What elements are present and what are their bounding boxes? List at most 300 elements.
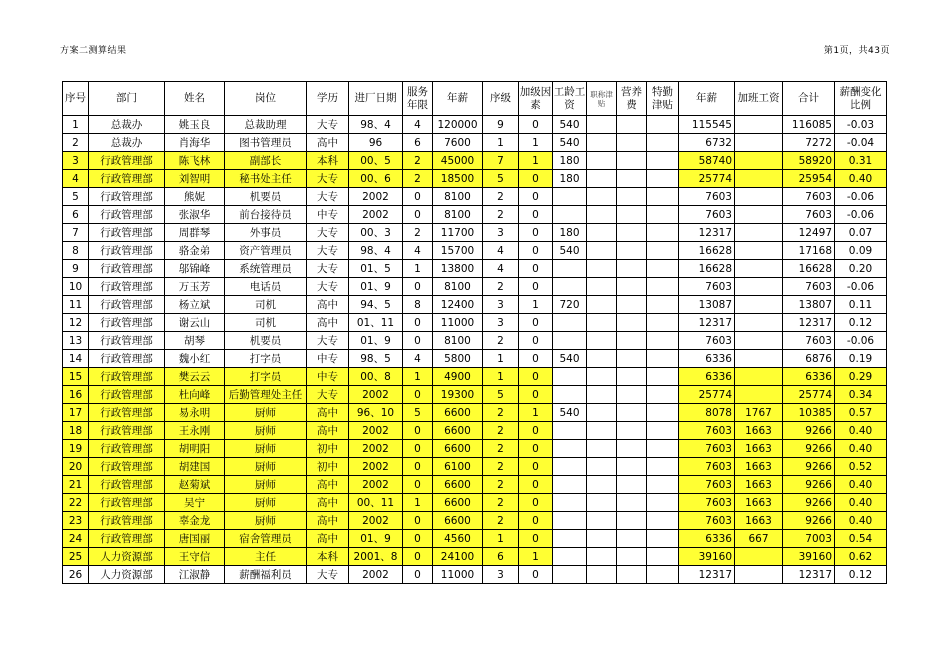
table-cell: 0 [403,206,433,224]
table-cell: 0 [519,260,553,278]
table-cell [553,386,587,404]
col-header-title-allowance: 职称津贴 [587,82,617,116]
table-cell: -0.06 [835,188,887,206]
table-cell: 0 [519,494,553,512]
table-cell: 王守信 [165,548,225,566]
table-row [63,404,887,422]
table-cell [587,152,617,170]
table-cell [735,224,783,242]
table-row [63,422,887,440]
table-row [63,134,887,152]
table-cell: 180 [553,170,587,188]
table-cell: 后勤管理处主任 [225,386,307,404]
table-cell: 骆金弟 [165,242,225,260]
table-cell [617,314,647,332]
table-cell [587,386,617,404]
table-cell: 大专 [307,260,349,278]
table-cell [553,566,587,584]
report-title: 方案二测算结果 [60,46,127,56]
table-cell [647,440,679,458]
table-cell [617,152,647,170]
table-cell: 0.57 [835,404,887,422]
table-cell [735,260,783,278]
table-cell: 16628 [679,260,735,278]
table-cell: 厨师 [225,512,307,530]
table-cell: 万玉芳 [165,278,225,296]
table-cell: 2 [483,440,519,458]
table-cell: 6732 [679,134,735,152]
col-header-join-date: 进厂日期 [349,82,403,116]
table-cell: 19 [63,440,89,458]
table-cell [553,368,587,386]
table-cell: 00、11 [349,494,403,512]
table-row [63,494,887,512]
table-cell: 2 [403,152,433,170]
table-cell: 副部长 [225,152,307,170]
table-cell [617,296,647,314]
table-cell [587,296,617,314]
table-cell: 行政管理部 [89,224,165,242]
table-cell: 7003 [783,530,835,548]
table-cell: 0.54 [835,530,887,548]
table-cell: 1663 [735,512,783,530]
table-cell: 行政管理部 [89,458,165,476]
table-cell: 6336 [679,530,735,548]
table-cell: 初中 [307,440,349,458]
table-cell: 0 [403,512,433,530]
table-cell: -0.06 [835,332,887,350]
table-cell: 7272 [783,134,835,152]
table-cell: 4 [403,242,433,260]
table-cell: 大专 [307,188,349,206]
table-row [63,512,887,530]
table-cell: 4560 [433,530,483,548]
table-cell: 540 [553,404,587,422]
col-header-special-allowance: 特勤津贴 [647,82,679,116]
table-row [63,476,887,494]
table-cell: 120000 [433,116,483,134]
table-cell: 9 [63,260,89,278]
table-cell: 25774 [679,386,735,404]
table-cell: 辜金龙 [165,512,225,530]
table-cell: 4 [403,116,433,134]
col-header-annual-salary: 年薪 [433,82,483,116]
table-cell [553,494,587,512]
table-cell: 10385 [783,404,835,422]
table-cell [735,548,783,566]
table-cell [587,458,617,476]
table-cell: 7603 [679,458,735,476]
table-cell [647,386,679,404]
table-cell: 9266 [783,476,835,494]
table-cell: 行政管理部 [89,386,165,404]
table-cell: 7603 [679,440,735,458]
table-cell [587,512,617,530]
table-cell: 机要员 [225,188,307,206]
table-cell: 7603 [679,494,735,512]
col-header-new-annual-salary: 年薪 [679,82,735,116]
table-cell: 0.52 [835,458,887,476]
table-cell: 16 [63,386,89,404]
page-indicator: 第1页，共43页 [823,46,890,56]
table-cell [647,566,679,584]
table-cell [647,314,679,332]
table-cell: 中专 [307,368,349,386]
table-cell: 94、5 [349,296,403,314]
table-cell: 4 [403,350,433,368]
table-cell [587,332,617,350]
table-cell [553,440,587,458]
table-cell [617,404,647,422]
table-cell: 总裁办 [89,116,165,134]
table-cell: 9266 [783,440,835,458]
table-cell [735,170,783,188]
table-cell: 16628 [679,242,735,260]
table-cell: 7603 [679,188,735,206]
table-cell [735,566,783,584]
table-cell: 吴宁 [165,494,225,512]
table-cell [587,530,617,548]
table-cell: 2002 [349,566,403,584]
table-cell [587,206,617,224]
table-cell [617,332,647,350]
table-cell: 7603 [679,422,735,440]
table-row [63,260,887,278]
table-cell: 行政管理部 [89,530,165,548]
table-cell: 7600 [433,134,483,152]
table-cell: 0 [403,332,433,350]
table-cell: 0.34 [835,386,887,404]
table-cell: 总裁办 [89,134,165,152]
table-cell: 樊云云 [165,368,225,386]
table-row [63,548,887,566]
table-cell: 外事员 [225,224,307,242]
table-cell: 赵菊斌 [165,476,225,494]
table-cell: 王永刚 [165,422,225,440]
table-cell: 2 [483,278,519,296]
table-cell: 2002 [349,512,403,530]
table-cell: 大专 [307,332,349,350]
table-cell: 1663 [735,440,783,458]
table-cell: 25774 [783,386,835,404]
table-cell [647,350,679,368]
table-cell: 0.40 [835,170,887,188]
table-cell: 13 [63,332,89,350]
table-cell [587,404,617,422]
col-header-grade: 序级 [483,82,519,116]
table-cell: 刘智明 [165,170,225,188]
table-cell: 0 [403,440,433,458]
table-cell [617,566,647,584]
table-cell: 厨师 [225,476,307,494]
table-cell [647,494,679,512]
table-cell: 6600 [433,512,483,530]
table-cell: 行政管理部 [89,242,165,260]
table-cell: 人力资源部 [89,566,165,584]
table-cell: 1 [519,152,553,170]
table-cell: 96 [349,134,403,152]
table-cell [587,116,617,134]
table-cell [647,278,679,296]
table-cell [735,368,783,386]
table-cell [735,242,783,260]
table-cell [647,296,679,314]
table-cell [587,260,617,278]
table-cell: 98、5 [349,350,403,368]
table-cell: 7603 [679,476,735,494]
col-header-index: 序号 [63,82,89,116]
table-cell: 12497 [783,224,835,242]
table-cell: 行政管理部 [89,404,165,422]
table-row [63,458,887,476]
table-cell: 图书管理员 [225,134,307,152]
table-cell: 5 [483,170,519,188]
table-cell: 2002 [349,476,403,494]
table-cell: 6600 [433,476,483,494]
table-cell: 7 [63,224,89,242]
table-cell: 18 [63,422,89,440]
table-cell: 1767 [735,404,783,422]
table-cell: 2 [483,206,519,224]
table-cell [587,188,617,206]
table-cell: 0 [519,242,553,260]
table-cell: 0 [403,476,433,494]
table-cell: 0 [519,386,553,404]
col-header-education: 学历 [307,82,349,116]
table-cell: 20 [63,458,89,476]
table-cell: 邬锦峰 [165,260,225,278]
table-cell [553,260,587,278]
table-cell: 0.11 [835,296,887,314]
table-cell: 0 [403,458,433,476]
table-row [63,206,887,224]
table-cell: 115545 [679,116,735,134]
table-cell: 45000 [433,152,483,170]
table-cell: 张淑华 [165,206,225,224]
table-cell: 6600 [433,494,483,512]
table-cell [553,188,587,206]
table-cell: 5800 [433,350,483,368]
table-cell: 3 [483,224,519,242]
table-cell [735,386,783,404]
table-cell [587,224,617,242]
table-cell: 0 [403,314,433,332]
table-cell: 8100 [433,206,483,224]
col-header-name: 姓名 [165,82,225,116]
table-cell: 0 [519,206,553,224]
table-cell [617,440,647,458]
table-cell: 8100 [433,188,483,206]
table-cell [553,206,587,224]
table-cell: 行政管理部 [89,368,165,386]
table-cell: 6336 [679,350,735,368]
table-cell: 总裁助理 [225,116,307,134]
table-cell: 0 [519,116,553,134]
table-cell: 唐国丽 [165,530,225,548]
col-header-total: 合计 [783,82,835,116]
table-row [63,152,887,170]
table-cell [587,242,617,260]
table-cell: 高中 [307,422,349,440]
table-cell: 2002 [349,188,403,206]
table-cell: 0 [403,566,433,584]
table-cell [617,242,647,260]
table-cell: 1663 [735,458,783,476]
table-cell: 23 [63,512,89,530]
table-cell: 行政管理部 [89,170,165,188]
table-row [63,368,887,386]
table-cell [553,548,587,566]
table-cell: 0.40 [835,476,887,494]
table-cell [617,512,647,530]
table-cell: 11000 [433,314,483,332]
col-header-overtime: 加班工资 [735,82,783,116]
table-cell: 1 [63,116,89,134]
table-cell: 大专 [307,278,349,296]
table-cell [735,188,783,206]
table-row [63,224,887,242]
table-cell: 厨师 [225,422,307,440]
table-cell: 肖海华 [165,134,225,152]
col-header-seniority-pay: 工龄工资 [553,82,587,116]
table-cell [735,296,783,314]
table-cell: 周群琴 [165,224,225,242]
table-cell: 1 [403,494,433,512]
table-cell [647,548,679,566]
table-cell: 15 [63,368,89,386]
table-cell: 前台接待员 [225,206,307,224]
table-cell [617,134,647,152]
table-cell: 行政管理部 [89,206,165,224]
table-cell: 0 [403,188,433,206]
table-cell: 2002 [349,458,403,476]
table-cell: 15700 [433,242,483,260]
table-cell [647,368,679,386]
table-cell: 17168 [783,242,835,260]
table-cell: 58740 [679,152,735,170]
table-cell [617,494,647,512]
table-cell: 行政管理部 [89,296,165,314]
table-cell: 5 [403,404,433,422]
table-row [63,242,887,260]
table-cell [647,530,679,548]
table-cell [617,260,647,278]
table-cell: 行政管理部 [89,188,165,206]
table-cell [587,350,617,368]
table-cell: 人力资源部 [89,548,165,566]
table-cell: 14 [63,350,89,368]
table-cell: 0 [403,530,433,548]
table-cell: 01、9 [349,332,403,350]
table-cell: 22 [63,494,89,512]
table-cell: 0.19 [835,350,887,368]
table-row [63,296,887,314]
table-cell [587,368,617,386]
table-cell: 8078 [679,404,735,422]
table-cell: 大专 [307,242,349,260]
table-cell: 6336 [679,368,735,386]
table-cell: 7603 [679,206,735,224]
table-cell [587,314,617,332]
table-cell: 9266 [783,458,835,476]
table-cell [553,476,587,494]
table-cell [587,134,617,152]
table-cell: 9266 [783,512,835,530]
table-cell: 0 [519,566,553,584]
table-cell [587,422,617,440]
table-cell: 0.09 [835,242,887,260]
table-cell: 0 [519,278,553,296]
table-cell [647,260,679,278]
table-cell: 行政管理部 [89,350,165,368]
table-cell: 行政管理部 [89,332,165,350]
table-cell: 3 [483,566,519,584]
table-cell: 厨师 [225,494,307,512]
table-cell: 01、11 [349,314,403,332]
table-row [63,530,887,548]
table-cell: 3 [483,296,519,314]
table-cell [647,170,679,188]
table-cell [587,494,617,512]
table-cell: 6600 [433,422,483,440]
table-cell: 3 [483,314,519,332]
table-cell: 13800 [433,260,483,278]
table-cell: 高中 [307,404,349,422]
table-cell: 01、9 [349,530,403,548]
table-cell: 2001、8 [349,548,403,566]
table-cell: 电话员 [225,278,307,296]
table-cell: 2 [403,224,433,242]
table-cell [647,224,679,242]
table-cell [617,368,647,386]
table-cell: 0 [519,458,553,476]
table-cell: 12317 [679,314,735,332]
table-cell: 2 [483,476,519,494]
table-cell: 大专 [307,386,349,404]
table-cell [617,458,647,476]
table-cell: 0.31 [835,152,887,170]
table-cell: 0 [519,368,553,386]
table-cell: 1 [483,350,519,368]
table-cell: 高中 [307,296,349,314]
table-cell: 本科 [307,548,349,566]
table-cell: 19300 [433,386,483,404]
table-cell: 12317 [783,566,835,584]
table-cell [617,206,647,224]
table-cell: 中专 [307,350,349,368]
table-cell: 厨师 [225,458,307,476]
table-cell: 4900 [433,368,483,386]
table-cell [735,134,783,152]
table-cell [735,206,783,224]
table-cell [553,530,587,548]
col-header-position: 岗位 [225,82,307,116]
table-cell: 杨立斌 [165,296,225,314]
table-cell: 1 [403,368,433,386]
table-cell: 7 [483,152,519,170]
col-header-nutrition: 营养费 [617,82,647,116]
table-cell: 1 [519,548,553,566]
table-cell [617,278,647,296]
table-cell: 98、4 [349,116,403,134]
table-cell: 96、10 [349,404,403,422]
table-cell: 大专 [307,170,349,188]
table-cell: 0 [519,314,553,332]
table-cell: 江淑静 [165,566,225,584]
table-cell: 6876 [783,350,835,368]
table-cell: 0 [519,170,553,188]
table-cell: 高中 [307,476,349,494]
